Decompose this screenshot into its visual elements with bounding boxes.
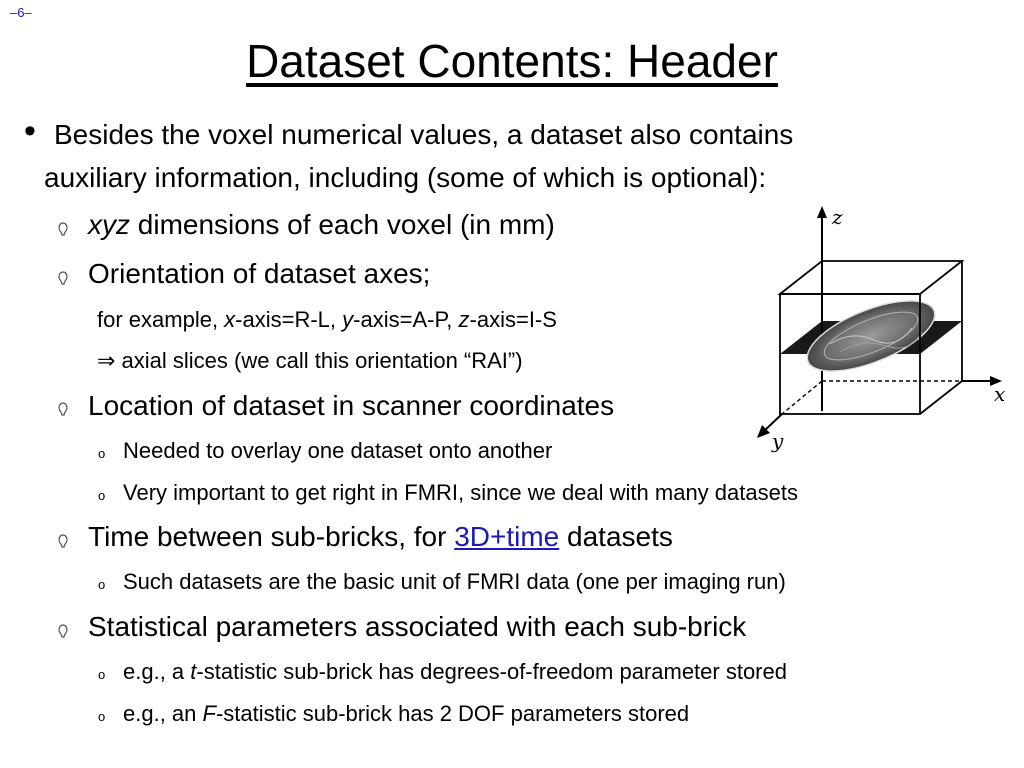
item-statistical: Statistical parameters associated with each sub-brick: [88, 611, 747, 642]
f-statistic-note: e.g., an F-statistic sub-brick has 2 DOF parameters stored: [123, 701, 690, 726]
location-important: Very important to get right in FMRI, since we deal with many datasets: [123, 480, 798, 505]
time-datasets-note: Such datasets are the basic unit of FMRI data (one per imaging run): [123, 569, 786, 594]
sub-bullet: o: [98, 488, 106, 503]
location-overlay: Needed to overlay one dataset onto another: [123, 438, 553, 463]
orientation-rai: ⇒ axial slices (we call this orientation “RAI”): [97, 348, 523, 373]
hollow-bullet-icon: [58, 534, 68, 548]
link-3d-time[interactable]: 3D+time: [454, 521, 560, 552]
axial-slice-figure: [752, 206, 1010, 456]
intro-line-2: auxiliary information, including (some of which is optional):: [44, 162, 767, 193]
z-axis-label: z: [832, 206, 843, 229]
item-voxel-dimensions: xyz dimensions of each voxel (in mm): [88, 209, 555, 240]
y-axis-label: y: [772, 429, 784, 453]
t-statistic-note: e.g., a t-statistic sub-brick has degrees-of-freedom parameter stored: [123, 659, 787, 684]
orientation-example: for example, x-axis=R-L, y-axis=A-P, z-axis=I-S: [97, 307, 557, 332]
implies-arrow-icon: ⇒: [97, 348, 116, 373]
sub-bullet: o: [98, 577, 106, 592]
hollow-bullet-icon: [58, 402, 68, 416]
hollow-bullet-icon: [58, 222, 68, 236]
item-orientation: Orientation of dataset axes;: [88, 258, 431, 289]
sub-bullet: o: [98, 709, 106, 724]
item-time-between: Time between sub-bricks, for 3D+time datasets: [88, 521, 673, 552]
slide-title: Dataset Contents: Header: [246, 35, 778, 87]
item-location: Location of dataset in scanner coordinates: [88, 390, 615, 421]
main-bullet: •: [24, 112, 36, 150]
sub-bullet: o: [98, 667, 106, 682]
hollow-bullet-icon: [58, 271, 68, 285]
hollow-bullet-icon: [58, 624, 68, 638]
page-number: –6–: [10, 5, 32, 20]
x-axis-label: x: [994, 382, 1006, 406]
intro-line-1: Besides the voxel numerical values, a dataset also contains: [54, 119, 794, 150]
sub-bullet: o: [98, 446, 106, 461]
